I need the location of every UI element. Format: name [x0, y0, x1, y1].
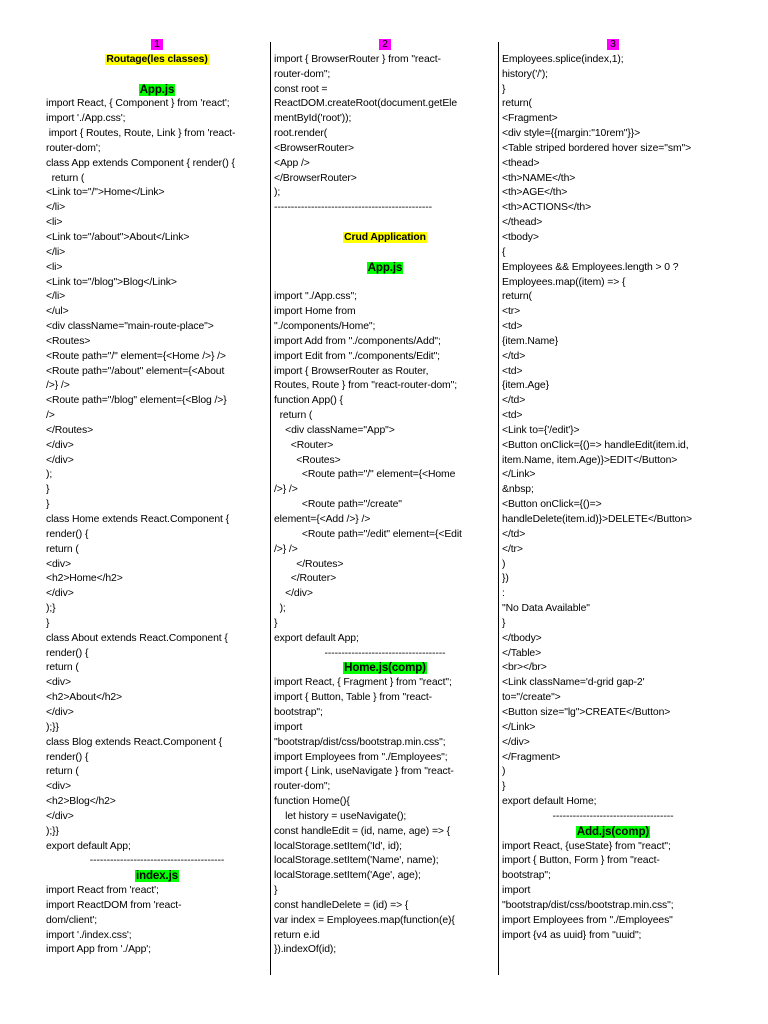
code-line: router-dom'; [46, 142, 101, 154]
code-line: render() { [46, 528, 89, 540]
code-line: </ul> [46, 306, 69, 318]
heading-label: Crud Application [344, 231, 426, 243]
code-line: "bootstrap/dist/css/bootstrap.min.css"; [274, 736, 446, 748]
code-line: ) [502, 558, 506, 570]
code-line: <th>AGE</th> [502, 187, 568, 199]
section-heading [46, 83, 268, 98]
code-line: return ( [46, 662, 79, 674]
code-line: &nbsp; [502, 484, 534, 496]
code-line: return e.id [274, 929, 320, 941]
code-line: } [274, 617, 278, 629]
code-line: import Add from "./components/Add"; [274, 335, 441, 347]
code-line: />} /> [274, 484, 298, 496]
code-line: ); [274, 603, 286, 615]
code-line: <Routes> [46, 335, 91, 347]
code-line: class Blog extends React.Component { [46, 736, 223, 748]
code-line: </td> [502, 395, 526, 407]
code-line: <tr> [502, 306, 521, 318]
code-line: import {v4 as uuid} from "uuid"; [502, 929, 642, 941]
code-line: } [46, 617, 50, 629]
code-line: </tbody> [502, 632, 542, 644]
code-line: <Routes> [274, 454, 341, 466]
code-line: <td> [502, 410, 523, 422]
code-line: } [502, 83, 506, 95]
code-line: } [502, 781, 506, 793]
code-line: );}} [46, 825, 59, 837]
code-line: <td> [502, 321, 523, 333]
code-line: handleDelete(item.id)}>DELETE</Button> [502, 514, 692, 525]
code-line: return ( [274, 410, 313, 422]
code-line: </BrowserRouter> [274, 172, 357, 184]
code-line: ) [502, 766, 506, 778]
code-line: function Home(){ [274, 796, 350, 808]
code-line: let history = useNavigate(); [274, 810, 407, 822]
code-line: "./components/Home"; [274, 321, 376, 333]
code-line: <div className="App"> [274, 424, 395, 436]
code-line: ); [274, 187, 281, 199]
code-line: item.Name, item.Age)}>EDIT</Button> [502, 454, 678, 466]
code-line: import { BrowserRouter as Router, [274, 365, 429, 377]
code-line: </li> [46, 291, 66, 303]
code-line: </li> [46, 246, 66, 258]
code-line: import React from 'react'; [46, 885, 159, 897]
code-line: <div> [46, 781, 71, 793]
column-divider-left [270, 42, 271, 975]
code-line: </div> [46, 706, 74, 718]
code-line: </div> [274, 588, 313, 600]
code-line: import React, { Fragment } from "react"; [274, 677, 452, 689]
code-line: ); [46, 469, 53, 481]
section-heading [502, 825, 724, 840]
separator-line: ----------------------------------------------- [274, 202, 432, 214]
code-line: {item.Name} [502, 335, 559, 347]
code-column-1 [46, 38, 268, 958]
code-line: dom/client'; [46, 914, 98, 926]
code-line [274, 276, 496, 291]
code-line: return ( [46, 543, 79, 555]
code-line: root.render( [274, 128, 328, 140]
code-line: import { Routes, Route, Link } from 'react- [46, 128, 236, 140]
code-line: <Route path="/edit" element={<Edit [274, 528, 462, 540]
code-line: }) [502, 573, 509, 585]
code-line: <th>NAME</th> [502, 172, 576, 184]
code-line: import "./App.css"; [274, 291, 357, 303]
code-line: element={<Add />} /> [274, 514, 371, 525]
code-line: <Link className='d-grid gap-2' [502, 677, 645, 689]
code-line: </tr> [502, 543, 523, 555]
code-line [274, 216, 496, 231]
code-line: import Employees from "./Employees"; [274, 751, 448, 763]
code-line: </Table> [502, 647, 542, 659]
code-line: import Home from [274, 306, 356, 318]
code-line: </li> [46, 202, 66, 214]
code-line: </td> [502, 350, 526, 362]
code-line: </Link> [502, 721, 536, 733]
code-line: class About extends React.Component { [46, 632, 228, 644]
code-line: <Link to="/about">About</Link> [46, 231, 190, 243]
code-line: export default Home; [502, 796, 597, 808]
column-number [502, 38, 724, 53]
code-line: class Home extends React.Component { [46, 514, 229, 525]
code-line: <br></br> [502, 662, 547, 674]
separator-line: ------------------------------------ [552, 810, 674, 822]
code-line [46, 68, 268, 83]
code-line: import { Button, Form } from "react- [502, 855, 660, 867]
section-heading [274, 231, 496, 246]
code-line: </div> [46, 810, 74, 822]
code-line: render() { [46, 751, 89, 763]
column-divider-right [498, 42, 499, 975]
code-line: return( [502, 291, 532, 303]
code-line: Employees.map((item) => { [502, 276, 626, 288]
code-line: function App() { [274, 395, 343, 407]
code-line: <Button size="lg">CREATE</Button> [502, 706, 671, 718]
code-line: return ( [46, 766, 79, 778]
code-line: const root = [274, 83, 328, 95]
code-line: return( [502, 98, 532, 110]
code-line: <App /> [274, 157, 310, 169]
code-line: export default App; [274, 632, 359, 644]
code-line: class App extends Component { render() { [46, 157, 235, 169]
code-column-2 [274, 38, 496, 958]
code-line: </div> [46, 588, 74, 600]
code-line: <Route path="/about" element={<About [46, 365, 225, 377]
code-line: <th>ACTIONS</th> [502, 202, 592, 214]
code-line: bootstrap"; [502, 870, 551, 882]
code-line: ReactDOM.createRoot(document.getEle [274, 98, 458, 110]
code-line: router-dom"; [274, 68, 331, 80]
code-line: import './index.css'; [46, 929, 132, 941]
code-line: <Button onClick={()=> [502, 499, 602, 511]
code-line: <thead> [502, 157, 540, 169]
code-line: <tbody> [502, 231, 539, 243]
column-number [274, 38, 496, 53]
code-line: <div> [46, 558, 71, 570]
page-number-badge: 3 [607, 39, 619, 50]
code-line: export default App; [46, 840, 131, 852]
section-heading [46, 869, 268, 884]
code-line: import Edit from "./components/Edit"; [274, 350, 440, 362]
section-heading [274, 261, 496, 276]
code-line: Employees.splice(index,1); [502, 53, 624, 65]
heading-label: App.js [367, 261, 403, 274]
code-line: );} [46, 603, 56, 615]
code-line: <li> [46, 261, 63, 273]
code-line: <div style={{margin:"10rem"}}> [502, 128, 641, 140]
code-line: router-dom"; [274, 781, 331, 793]
code-line: var index = Employees.map(function(e){ [274, 914, 455, 926]
code-line: } [502, 617, 506, 629]
code-line: Routes, Route } from "react-router-dom"; [274, 380, 457, 392]
code-line: import { Button, Table } from "react- [274, 692, 433, 704]
code-line: import React, {useState} from "react"; [502, 840, 671, 852]
code-line: { [502, 246, 506, 258]
separator-line: ---------------------------------------- [89, 855, 225, 867]
code-line: import './App.css'; [46, 113, 126, 125]
code-line: <Link to="/blog">Blog</Link> [46, 276, 177, 288]
code-line: mentById('root')); [274, 113, 352, 125]
code-line [274, 246, 496, 261]
code-line: <Route path="/create" [274, 499, 402, 511]
code-line: history('/'); [502, 68, 548, 80]
code-line: const handleEdit = (id, name, age) => { [274, 825, 451, 837]
code-line: </td> [502, 528, 526, 540]
code-line: to="/create"> [502, 692, 561, 704]
heading-label: Add.js(comp) [576, 825, 650, 838]
code-line: <h2>Home</h2> [46, 573, 123, 585]
code-line: render() { [46, 647, 89, 659]
separator-line: ------------------------------------ [324, 647, 446, 659]
column-number [46, 38, 268, 53]
code-line: </Link> [502, 469, 536, 481]
code-line: <div> [46, 677, 71, 689]
code-line: <Button onClick={()=> handleEdit(item.id, [502, 439, 689, 451]
code-line: <Table striped bordered hover size="sm"> [502, 142, 692, 154]
code-line: <Router> [274, 439, 334, 451]
code-line: </div> [46, 439, 74, 451]
code-line: </thead> [502, 217, 543, 229]
code-line: const handleDelete = (id) => { [274, 899, 409, 911]
code-line: <Fragment> [502, 113, 558, 125]
code-line: />} /> [274, 543, 298, 555]
code-line: <BrowserRouter> [274, 142, 354, 154]
code-line: </Router> [274, 573, 337, 585]
code-line: <Link to={'/edit'}> [502, 424, 580, 436]
code-line: </div> [46, 454, 74, 466]
heading-label: App.js [139, 83, 175, 96]
code-line: <Route path="/" element={<Home />} /> [46, 350, 226, 362]
code-line: />} /> [46, 380, 70, 392]
code-line: </Routes> [46, 424, 94, 436]
code-column-3 [502, 38, 724, 943]
code-line: import React, { Component } from 'react'; [46, 98, 230, 110]
page-number-badge: 1 [151, 39, 163, 50]
code-line: } [46, 499, 50, 511]
code-line: import { Link, useNavigate } from "react- [274, 766, 454, 778]
code-line: localStorage.setItem('Id', id); [274, 840, 402, 852]
heading-label: Home.js(comp) [344, 662, 426, 675]
code-line: } [46, 484, 50, 496]
code-line: Employees && Employees.length > 0 ? [502, 261, 679, 273]
code-line: <Route path="/blog" element={<Blog />} [46, 395, 227, 407]
code-line: "bootstrap/dist/css/bootstrap.min.css"; [502, 899, 674, 911]
heading-label: index.js [135, 870, 179, 883]
code-line: {item.Age} [502, 380, 549, 392]
code-line: }).indexOf(id); [274, 944, 337, 956]
code-line: import [502, 885, 531, 897]
code-line: : [502, 588, 505, 600]
page-number-badge: 2 [379, 39, 391, 50]
code-line: <Route path="/" element={<Home [274, 469, 456, 481]
code-line: <h2>About</h2> [46, 692, 123, 704]
code-line: import ReactDOM from 'react- [46, 899, 182, 911]
code-line: /> [46, 410, 55, 422]
code-line: </Fragment> [502, 751, 561, 763]
code-line: localStorage.setItem('Age', age); [274, 870, 421, 882]
code-line: bootstrap"; [274, 706, 323, 718]
code-line: <li> [46, 217, 63, 229]
code-line: <div className="main-route-place"> [46, 321, 214, 333]
code-line: <h2>Blog</h2> [46, 796, 116, 808]
code-line: <td> [502, 365, 523, 377]
code-line: import [274, 721, 303, 733]
code-line: } [274, 885, 278, 897]
heading-label: Routage(les classes) [106, 53, 208, 65]
code-line: );}} [46, 721, 59, 733]
code-line: </Routes> [274, 558, 344, 570]
code-line: import App from './App'; [46, 944, 151, 956]
code-line: </div> [502, 736, 530, 748]
code-line: import Employees from "./Employees" [502, 914, 673, 926]
code-line: "No Data Available" [502, 603, 590, 615]
section-heading [46, 53, 268, 68]
code-line: return ( [46, 172, 85, 184]
code-line: localStorage.setItem('Name', name); [274, 855, 439, 867]
section-heading [274, 661, 496, 676]
code-line: import { BrowserRouter } from "react- [274, 53, 441, 65]
code-line: <Link to="/">Home</Link> [46, 187, 165, 199]
